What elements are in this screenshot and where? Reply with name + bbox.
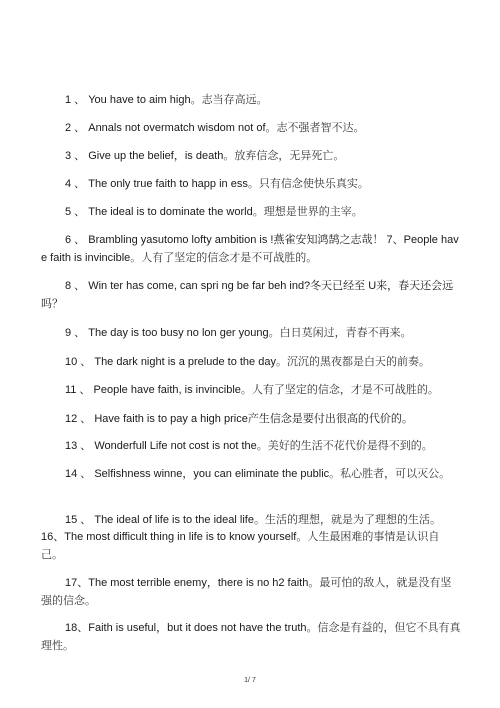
quote-6-en: 6 、 Brambling yasutomo lofty ambition is !燕雀安知鸿鹄之志哉！ 7、People have faith is invincible xyxy=(41,234,459,264)
quote-4-zh: 。只有信念使快乐真实。 xyxy=(247,177,369,190)
quote-15 xyxy=(41,511,461,529)
quote-2-zh: 。志不强者智不达。 xyxy=(265,121,365,134)
quote-18-en: 18、Faith is useful，but it does not have the truth xyxy=(65,622,307,634)
quote-10-zh: 。沉沉的黑夜都是白天的前奏。 xyxy=(275,355,430,368)
quote-14 xyxy=(41,465,461,483)
quote-14-en: 14 、 Selfishness winne，you can eliminate the public xyxy=(65,468,330,480)
quote-9 xyxy=(41,324,461,342)
quote-8-en: 8 、 Win ter has come, can spri ng be far beh ind?冬天已经至 U来，春天还会远吗？ xyxy=(41,280,454,310)
quote-3-en: 3 、 Give up the belief，is death xyxy=(65,150,224,162)
quote-6-zh: 。人有了坚定的信念才是不可战胜的。 xyxy=(130,251,318,264)
quote-11-en: 11 、 People have faith, is invincible xyxy=(65,384,241,396)
quote-8 xyxy=(41,278,461,313)
quote-10 xyxy=(41,353,461,371)
quote-17-zh: 。最可怕的敌人，就是没有坚强的信念。 xyxy=(41,576,452,607)
quote-10-en: 10 、 The dark night is a prelude to the day xyxy=(65,356,276,368)
quote-18 xyxy=(41,619,461,655)
quote-17 xyxy=(41,574,461,610)
quote-2 xyxy=(41,119,461,137)
quote-3-zh: 。放弃信念，无异死亡。 xyxy=(223,149,345,162)
quote-16-en: 16、The most difficult thing in life is to know yourself xyxy=(41,531,297,543)
quote-1-en: 1 、 You have to aim high xyxy=(65,94,191,106)
quote-6-7 xyxy=(41,232,461,267)
quote-1 xyxy=(41,91,461,109)
page-number: 1/ 7 xyxy=(244,677,256,684)
quote-12-en: 12 、 Have faith is to pay a high price产生信念是要付出很高的代价的。 xyxy=(65,413,413,425)
quote-13 xyxy=(41,437,461,455)
quote-13-zh: 。美好的生活不花代价是得不到的。 xyxy=(256,439,433,452)
quote-4-en: 4 、 The only true faith to happ in ess xyxy=(65,178,248,190)
quote-14-zh: 。私心胜者，可以灭公。 xyxy=(329,467,451,480)
quote-3 xyxy=(41,147,461,165)
quote-1-zh: 。志当存高远。 xyxy=(190,93,268,106)
quote-17-en: 17、The most terrible enemy，there is no h2 faith xyxy=(65,577,309,589)
quote-12 xyxy=(41,410,461,428)
quote-13-en: 13 、 Wonderfull Life not cost is not the xyxy=(65,440,257,452)
quote-18-zh: 。信念是有益的，但它不具有真理性。 xyxy=(41,621,461,652)
quote-15-zh: 。生活的理想，就是为了理想的生活。 xyxy=(253,513,441,526)
quote-4 xyxy=(41,175,461,193)
quote-16 xyxy=(41,528,461,564)
quote-9-en: 9 、 The day is too busy no lon ger young xyxy=(65,327,269,339)
quote-11-zh: 。人有了坚定的信念，才是不可战胜的。 xyxy=(240,383,439,396)
quote-15-en: 15 、 The ideal of life is to the ideal life xyxy=(65,514,254,526)
quote-2-en: 2 、 Annals not overmatch wisdom not of xyxy=(65,122,266,134)
quote-9-zh: 。白日莫闲过，青春不再来。 xyxy=(268,326,412,339)
quote-5-zh: 。理想是世界的主宰。 xyxy=(252,205,363,218)
quote-5-en: 5 、 The ideal is to dominate the world xyxy=(65,206,253,218)
quote-11 xyxy=(41,381,461,399)
quote-16-zh: 。人生最困难的事情是认识自己。 xyxy=(41,530,440,561)
quote-5 xyxy=(41,203,461,221)
